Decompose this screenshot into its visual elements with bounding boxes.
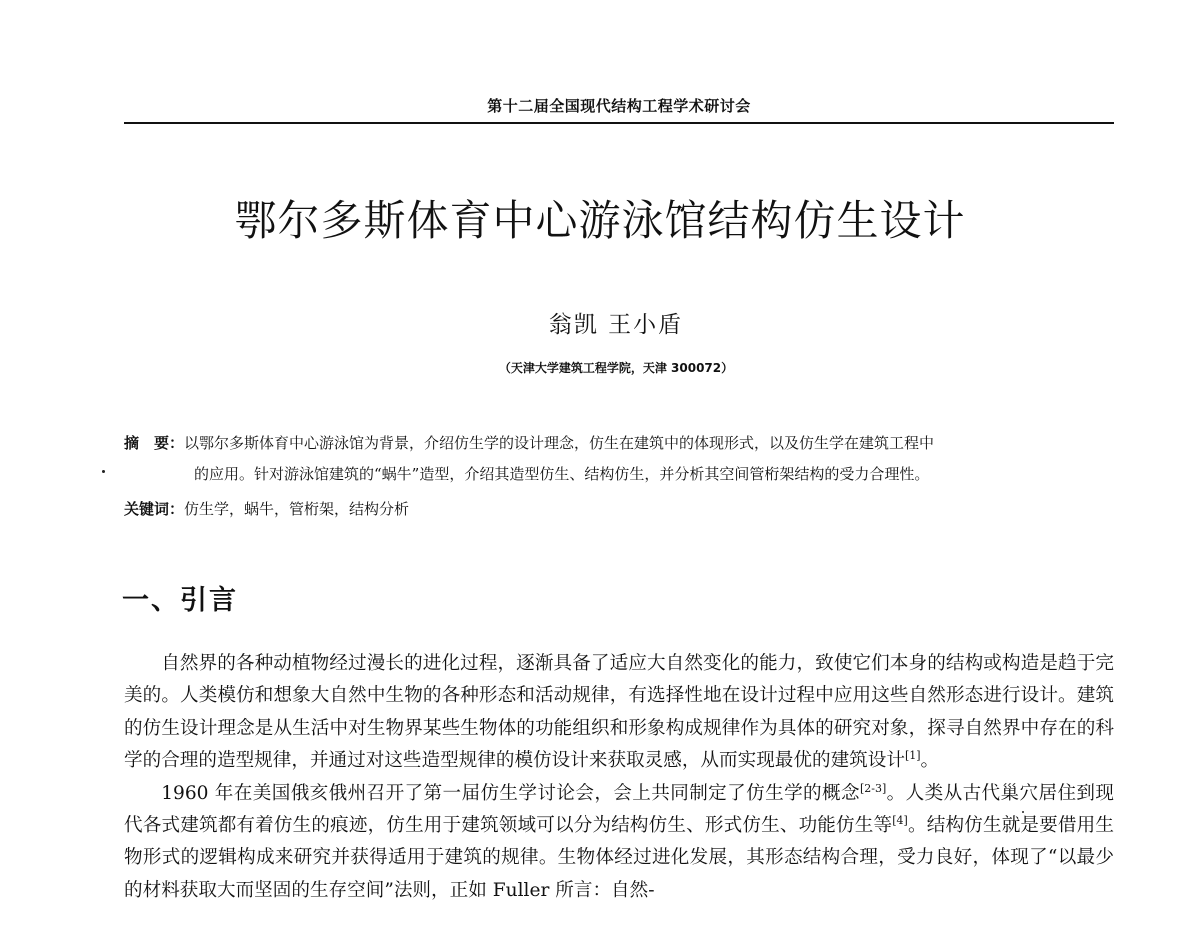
running-header: 第十二届全国现代结构工程学术研讨会: [487, 97, 751, 115]
abstract-line-1: [124, 428, 1114, 459]
abstract-label: 摘 要：: [124, 434, 185, 452]
section-heading: 一、引言: [122, 585, 238, 616]
body-text: [124, 648, 1114, 907]
citation-2-3: [2-3]: [859, 781, 887, 795]
abstract-text-2: 的应用。针对游泳馆建筑的“蜗牛”造型，介绍其造型仿生、结构仿生，并分析其空间管桁架结构的受力合理性。: [194, 465, 930, 483]
scan-speck: [102, 470, 105, 473]
paper-title: 鄂尔多斯体育中心游泳馆结构仿生设计: [234, 196, 966, 245]
keywords: [124, 498, 1114, 519]
paragraph-1: [124, 648, 1114, 778]
header-rule: [124, 122, 1114, 124]
authors: 翁凯 王小盾: [548, 312, 684, 338]
paragraph-1-text: 自然界的各种动植物经过漫长的进化过程，逐渐具备了适应大自然变化的能力，致使它们本身的结构或构造是趋于完美的。人类模仿和想象大自然中生物的各种形态和活动规律，有选择性地在设计过程中应用这些自然形态进行设计。建筑的仿生设计理念是从生活中对生物界某些生物体的功能组织和形象构成规律作为具体的研究对象，探寻自然界中存在的科学的合理的造型规律，并通过对这些造型规律的模仿设计来获取灵感，从而实现最优的建筑设计: [124, 653, 1114, 772]
citation-1: [1]: [904, 749, 921, 763]
keywords-text: 仿生学，蜗牛，管桁架，结构分析: [184, 500, 410, 518]
citation-4: [4]: [892, 813, 908, 827]
keywords-label: 关键词：: [124, 500, 185, 518]
scan-speck: [1022, 811, 1024, 813]
paragraph-2-part-1: 1960 年在美国俄亥俄州召开了第一届仿生学讨论会，会上共同制定了仿生学的概念: [161, 782, 860, 804]
affiliation: （天津大学建筑工程学院，天津 300072）: [498, 361, 734, 375]
abstract: [124, 428, 1114, 490]
paragraph-2-part-2: 。人类从古代巢穴居住到现代各式建筑都有着仿生的痕迹，仿生用于建筑领域可以分为结构仿生、形式仿生、功能仿生等: [124, 782, 1114, 837]
paragraph-2: [124, 778, 1114, 908]
abstract-text-1: 以鄂尔多斯体育中心游泳馆为背景，介绍仿生学的设计理念，仿生在建筑中的体现形式，以及仿生学在建筑工程中: [184, 434, 935, 452]
paragraph-1-tail: 。: [920, 750, 940, 772]
paragraph-2-part-3: 。结构仿生就是要借用生物形式的逻辑构成来研究并获得适用于建筑的规律。生物体经过进化发展，其形态结构合理，受力良好，体现了“以最少的材料获取大而坚固的生存空间”法则，正如 Fuller 所言：自然-: [124, 815, 1114, 901]
